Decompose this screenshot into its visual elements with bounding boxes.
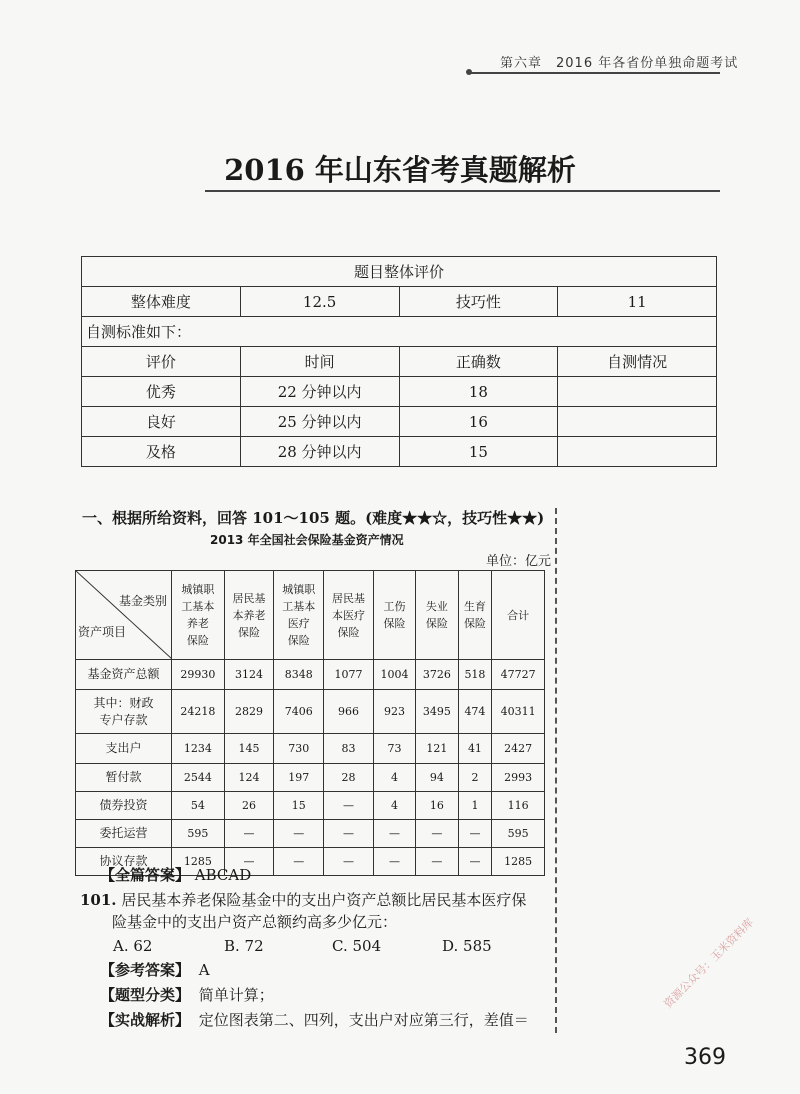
question-101 bbox=[80, 889, 555, 933]
title-rule bbox=[205, 190, 720, 192]
full-answers bbox=[100, 864, 251, 886]
table-cell: — bbox=[274, 820, 324, 848]
table-cell: 15 bbox=[274, 792, 324, 820]
column-header: 工伤 保险 bbox=[373, 571, 415, 660]
option-b: B. 72 bbox=[224, 937, 264, 955]
criteria-label: 自测标准如下： bbox=[82, 317, 717, 347]
table-cell: 730 bbox=[274, 734, 324, 764]
eval-header: 正确数 bbox=[399, 347, 558, 377]
table-title: 2013 年全国社会保险基金资产情况 bbox=[210, 533, 404, 547]
table-cell: 116 bbox=[492, 792, 545, 820]
difficulty-label: 整体难度 bbox=[82, 287, 241, 317]
table-cell: 2544 bbox=[172, 764, 225, 792]
option-c: C. 504 bbox=[332, 937, 382, 955]
table-cell: 3124 bbox=[224, 660, 274, 690]
table-cell: — bbox=[416, 848, 458, 876]
answers-value: ABCAD bbox=[194, 866, 252, 884]
column-header: 失业 保险 bbox=[416, 571, 458, 660]
table-cell: 1 bbox=[458, 792, 492, 820]
skill-label: 技巧性 bbox=[399, 287, 558, 317]
column-header: 生育 保险 bbox=[458, 571, 492, 660]
table-cell: 83 bbox=[324, 734, 374, 764]
table-cell: 966 bbox=[324, 690, 374, 734]
eval-cell: 及格 bbox=[82, 437, 241, 467]
table-row bbox=[76, 660, 545, 690]
table-cell: — bbox=[224, 848, 274, 876]
analysis: 【实战解析】 定位图表第二、四列，支出户对应第三行，差值＝ bbox=[100, 1011, 529, 1029]
table-cell: — bbox=[416, 820, 458, 848]
corner-header-cell bbox=[76, 571, 172, 660]
table-cell: 2829 bbox=[224, 690, 274, 734]
table-cell: 595 bbox=[492, 820, 545, 848]
column-header: 城镇职 工基本 医疗 保险 bbox=[274, 571, 324, 660]
watermark: 资源公众号：玉米资料库 bbox=[661, 915, 757, 1011]
table-cell: 474 bbox=[458, 690, 492, 734]
evaluation-table bbox=[81, 256, 717, 467]
table-row bbox=[76, 820, 545, 848]
table-cell: 2427 bbox=[492, 734, 545, 764]
reference-answer: 【参考答案】 A bbox=[100, 961, 210, 979]
answers-label: 【全篇答案】 bbox=[100, 866, 191, 884]
table-row bbox=[76, 690, 545, 734]
table-cell: 1004 bbox=[373, 660, 415, 690]
table-cell: — bbox=[224, 820, 274, 848]
eval-cell bbox=[558, 407, 717, 437]
table-cell: 73 bbox=[373, 734, 415, 764]
column-header: 居民基 本医疗 保险 bbox=[324, 571, 374, 660]
table-row bbox=[76, 734, 545, 764]
eval-row bbox=[82, 377, 717, 407]
table-cell: 518 bbox=[458, 660, 492, 690]
row-header: 暂付款 bbox=[76, 764, 172, 792]
table-cell: 4 bbox=[373, 764, 415, 792]
table-cell: 8348 bbox=[274, 660, 324, 690]
column-header: 合计 bbox=[492, 571, 545, 660]
table-cell: 4 bbox=[373, 792, 415, 820]
unit-label: 单位：亿元 bbox=[486, 554, 552, 569]
data-table bbox=[75, 570, 545, 876]
table-cell: 121 bbox=[416, 734, 458, 764]
difficulty-value: 12.5 bbox=[240, 287, 399, 317]
question-line-1: 居民基本养老保险基金中的支出户资产总额比居民基本医疗保 bbox=[121, 891, 527, 909]
question-line-2: 险基金中的支出户资产总额约高多少亿元： bbox=[112, 913, 398, 931]
eval-cell bbox=[558, 377, 717, 407]
column-header: 居民基 本养老 保险 bbox=[224, 571, 274, 660]
table-cell: 16 bbox=[416, 792, 458, 820]
eval-cell: 优秀 bbox=[82, 377, 241, 407]
table-cell: 2993 bbox=[492, 764, 545, 792]
row-header: 支出户 bbox=[76, 734, 172, 764]
table-cell: 3726 bbox=[416, 660, 458, 690]
dashed-divider bbox=[555, 508, 557, 1033]
row-header: 委托运营 bbox=[76, 820, 172, 848]
eval-header: 自测情况 bbox=[558, 347, 717, 377]
eval-cell: 22 分钟以内 bbox=[240, 377, 399, 407]
table-cell: — bbox=[324, 792, 374, 820]
table-cell: — bbox=[458, 820, 492, 848]
table-row bbox=[76, 792, 545, 820]
table-cell: — bbox=[458, 848, 492, 876]
table-cell: — bbox=[373, 820, 415, 848]
table-cell: 595 bbox=[172, 820, 225, 848]
page-number: 369 bbox=[684, 1045, 726, 1070]
table-cell: 24218 bbox=[172, 690, 225, 734]
corner-top-label: 基金类别 bbox=[118, 594, 167, 608]
table-cell: 94 bbox=[416, 764, 458, 792]
table-row bbox=[76, 764, 545, 792]
evaluation-caption: 题目整体评价 bbox=[82, 257, 717, 287]
table-cell: 1285 bbox=[492, 848, 545, 876]
skill-value: 11 bbox=[558, 287, 717, 317]
header-rule bbox=[470, 72, 720, 74]
table-cell: 197 bbox=[274, 764, 324, 792]
eval-cell: 16 bbox=[399, 407, 558, 437]
table-cell: 7406 bbox=[274, 690, 324, 734]
eval-cell: 15 bbox=[399, 437, 558, 467]
eval-header: 时间 bbox=[240, 347, 399, 377]
eval-cell: 25 分钟以内 bbox=[240, 407, 399, 437]
eval-cell bbox=[558, 437, 717, 467]
table-cell: 28 bbox=[324, 764, 374, 792]
table-cell: — bbox=[373, 848, 415, 876]
table-cell: 1077 bbox=[324, 660, 374, 690]
section-heading: 一、根据所给资料，回答 101～105 题。(难度★★☆，技巧性★★) bbox=[82, 509, 545, 527]
table-cell: 923 bbox=[373, 690, 415, 734]
table-cell: 41 bbox=[458, 734, 492, 764]
row-header: 债券投资 bbox=[76, 792, 172, 820]
table-cell: 26 bbox=[224, 792, 274, 820]
eval-cell: 28 分钟以内 bbox=[240, 437, 399, 467]
eval-row bbox=[82, 437, 717, 467]
option-d: D. 585 bbox=[442, 937, 492, 955]
table-cell: 3495 bbox=[416, 690, 458, 734]
eval-header: 评价 bbox=[82, 347, 241, 377]
table-cell: — bbox=[274, 848, 324, 876]
corner-diagonal bbox=[76, 571, 172, 659]
table-cell: — bbox=[324, 820, 374, 848]
table-cell: 47727 bbox=[492, 660, 545, 690]
row-header: 基金资产总额 bbox=[76, 660, 172, 690]
table-cell: 145 bbox=[224, 734, 274, 764]
table-cell: 29930 bbox=[172, 660, 225, 690]
eval-cell: 良好 bbox=[82, 407, 241, 437]
column-header: 城镇职 工基本 养老 保险 bbox=[172, 571, 225, 660]
running-header: 第六章 2016 年各省份单独命题考试 bbox=[500, 56, 739, 71]
table-cell: 1285 bbox=[172, 848, 225, 876]
page-title: 2016 年山东省考真题解析 bbox=[224, 153, 576, 187]
table-cell: 54 bbox=[172, 792, 225, 820]
row-header: 其中：财政 专户存款 bbox=[76, 690, 172, 734]
table-cell: 2 bbox=[458, 764, 492, 792]
corner-bottom-label: 资产项目 bbox=[78, 625, 127, 639]
table-cell: 40311 bbox=[492, 690, 545, 734]
table-cell: 124 bbox=[224, 764, 274, 792]
eval-row bbox=[82, 407, 717, 437]
question-type: 【题型分类】 简单计算； bbox=[100, 986, 274, 1004]
table-cell: — bbox=[324, 848, 374, 876]
question-number: 101. bbox=[80, 891, 117, 909]
option-a: A. 62 bbox=[113, 937, 153, 955]
table-cell: 1234 bbox=[172, 734, 225, 764]
eval-cell: 18 bbox=[399, 377, 558, 407]
row-header: 协议存款 bbox=[76, 848, 172, 876]
